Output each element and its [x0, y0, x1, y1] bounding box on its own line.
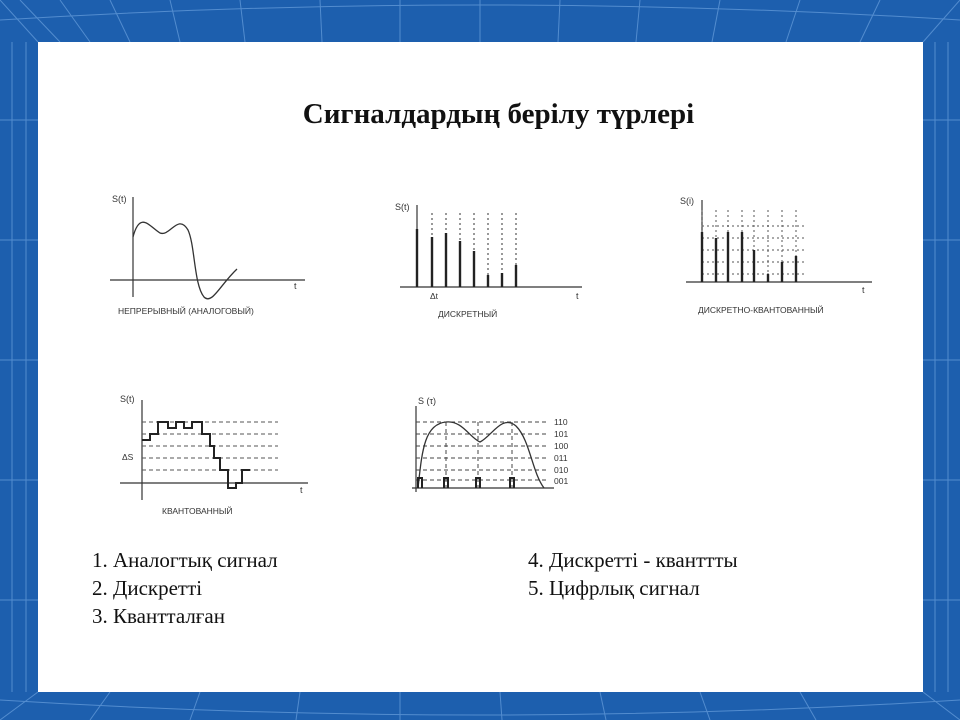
code-010: 010 — [554, 465, 569, 475]
code-100: 100 — [554, 441, 569, 451]
discrete-quantized-signal-figure — [676, 190, 876, 320]
y-axis-label: S(t) — [395, 202, 410, 212]
discrete-signal-figure — [390, 195, 590, 325]
figure-caption: ДИСКРЕТНЫЙ — [438, 309, 498, 319]
figure-caption: НЕПРЕРЫВНЫЙ (АНАЛОГОВЫЙ) — [118, 306, 254, 316]
x-axis-label: t — [300, 485, 303, 495]
code-101: 101 — [554, 429, 569, 439]
legend-item-2: 2. Дискретті — [92, 576, 203, 600]
y-axis-label: S(i) — [680, 196, 694, 206]
delta-t-label: Δt — [430, 291, 439, 301]
figure-caption: КВАНТОВАННЫЙ — [162, 506, 233, 516]
legend-list-left — [92, 546, 278, 630]
y-axis-label: S(t) — [120, 394, 135, 404]
y-axis-label: S (τ) — [418, 396, 437, 406]
analog-signal-figure — [100, 185, 320, 320]
quantized-signal-figure — [110, 388, 320, 520]
digital-signal-figure — [404, 392, 590, 502]
x-axis-label: t — [576, 291, 579, 301]
legend-item-4: 4. Дискретті - кванттты — [528, 548, 738, 572]
discrete-samples — [417, 229, 516, 287]
code-001: 001 — [554, 476, 569, 486]
x-axis-label: t — [862, 285, 865, 295]
y-axis-label: S(t) — [112, 194, 127, 204]
figure-caption: ДИСКРЕТНО-КВАНТОВАННЫЙ — [698, 305, 824, 315]
analog-curve — [133, 222, 237, 299]
code-110: 110 — [554, 417, 568, 427]
legend-list-right — [528, 546, 738, 602]
legend-item-5: 5. Цифрлық сигнал — [528, 576, 700, 600]
slide-title: Сигналдардың берілу түрлері — [302, 98, 695, 130]
x-axis-label: t — [294, 281, 297, 291]
legend-item-1: 1. Аналогтық сигнал — [92, 548, 278, 572]
delta-s-label: ΔS — [122, 452, 134, 462]
legend-item-3: 3. Квантталған — [92, 604, 225, 628]
quantized-staircase — [142, 422, 250, 488]
code-011: 011 — [554, 453, 568, 463]
